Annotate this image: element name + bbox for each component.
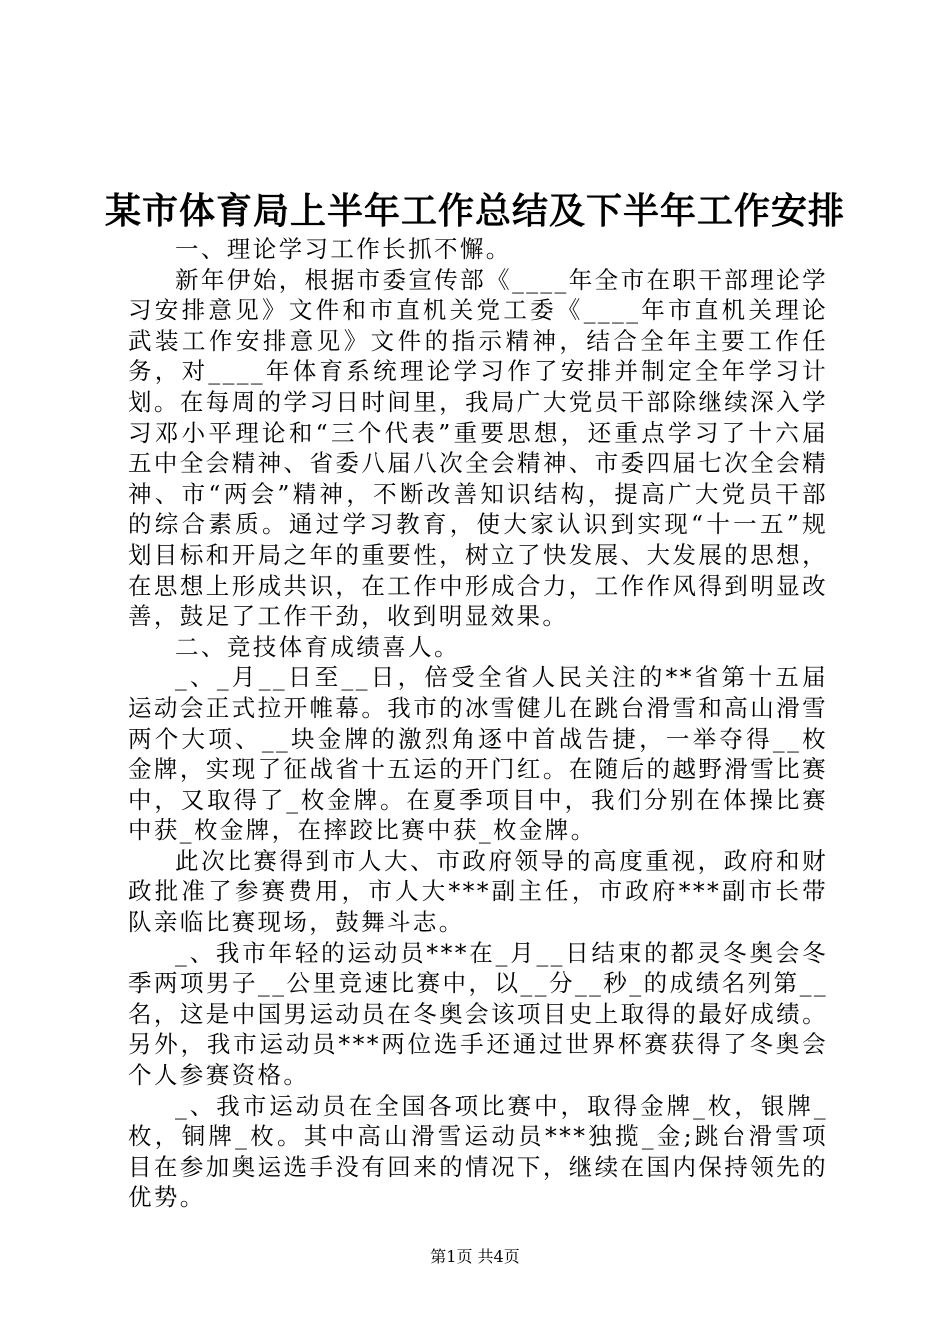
paragraph: _、_月__日至__日，倍受全省人民关注的**省第十五届运动会正式拉开帷幕。我市的冰雪健儿在跳台滑雪和高山滑雪两个大项、__块金牌的激烈角逐中首战告捷，一举夺得__枚金牌，实现了征战省十五运的开门红。在随后的越野滑雪比赛中，又取得了_枚金牌。在夏季项目中，我们分别在体操比赛中获_枚金牌，在摔跤比赛中获_枚金牌。 bbox=[128, 663, 828, 845]
paragraph: _、我市年轻的运动员***在_月__日结束的都灵冬奥会冬季两项男子__公里竞速比赛中，以__分__秒_的成绩名列第__名，这是中国男运动员在冬奥会该项目史上取得的最好成绩。另外，我市运动员***两位选手还通过世界杯赛获得了冬奥会个人参赛资格。 bbox=[128, 938, 828, 1090]
paragraph: 新年伊始，根据市委宣传部《____年全市在职干部理论学习安排意见》文件和市直机关党工委《____年市直机关理论武装工作安排意见》文件的指示精神，结合全年主要工作任务，对____年体育系统理论学习作了安排并制定全年学习计划。在每周的学习日时间里，我局广大党员干部除继续深入学习邓小平理论和“三个代表”重要思想，还重点学习了十六届五中全会精神、省委八届八次全会精神、市委四届七次全会精神、市“两会”精神，不断改善知识结构，提高广大党员干部的综合素质。通过学习教育，使大家认识到实现“十一五”规划目标和开局之年的重要性，树立了快发展、大发展的思想，在思想上形成共识，在工作中形成合力，工作作风得到明显改善，鼓足了工作干劲，收到明显效果。 bbox=[128, 265, 828, 631]
document-title: 某市体育局上半年工作总结及下半年工作安排 bbox=[104, 190, 845, 232]
section-heading: 二、竞技体育成绩喜人。 bbox=[175, 632, 460, 661]
paragraph: 此次比赛得到市人大、市政府领导的高度重视，政府和财政批准了参赛费用，市人大***副主任，市政府***副市长带队亲临比赛现场，鼓舞斗志。 bbox=[128, 846, 828, 937]
paragraph: _、我市运动员在全国各项比赛中，取得金牌_枚，银牌_枚，铜牌_枚。其中高山滑雪运动员***独揽_金;跳台滑雪项目在参加奥运选手没有回来的情况下，继续在国内保持领先的优势。 bbox=[128, 1091, 828, 1212]
page-number-footer: 第1页 共4页 bbox=[430, 1247, 520, 1266]
section-heading: 一、理论学习工作长抓不懈。 bbox=[175, 235, 512, 263]
document-body bbox=[128, 234, 828, 1213]
